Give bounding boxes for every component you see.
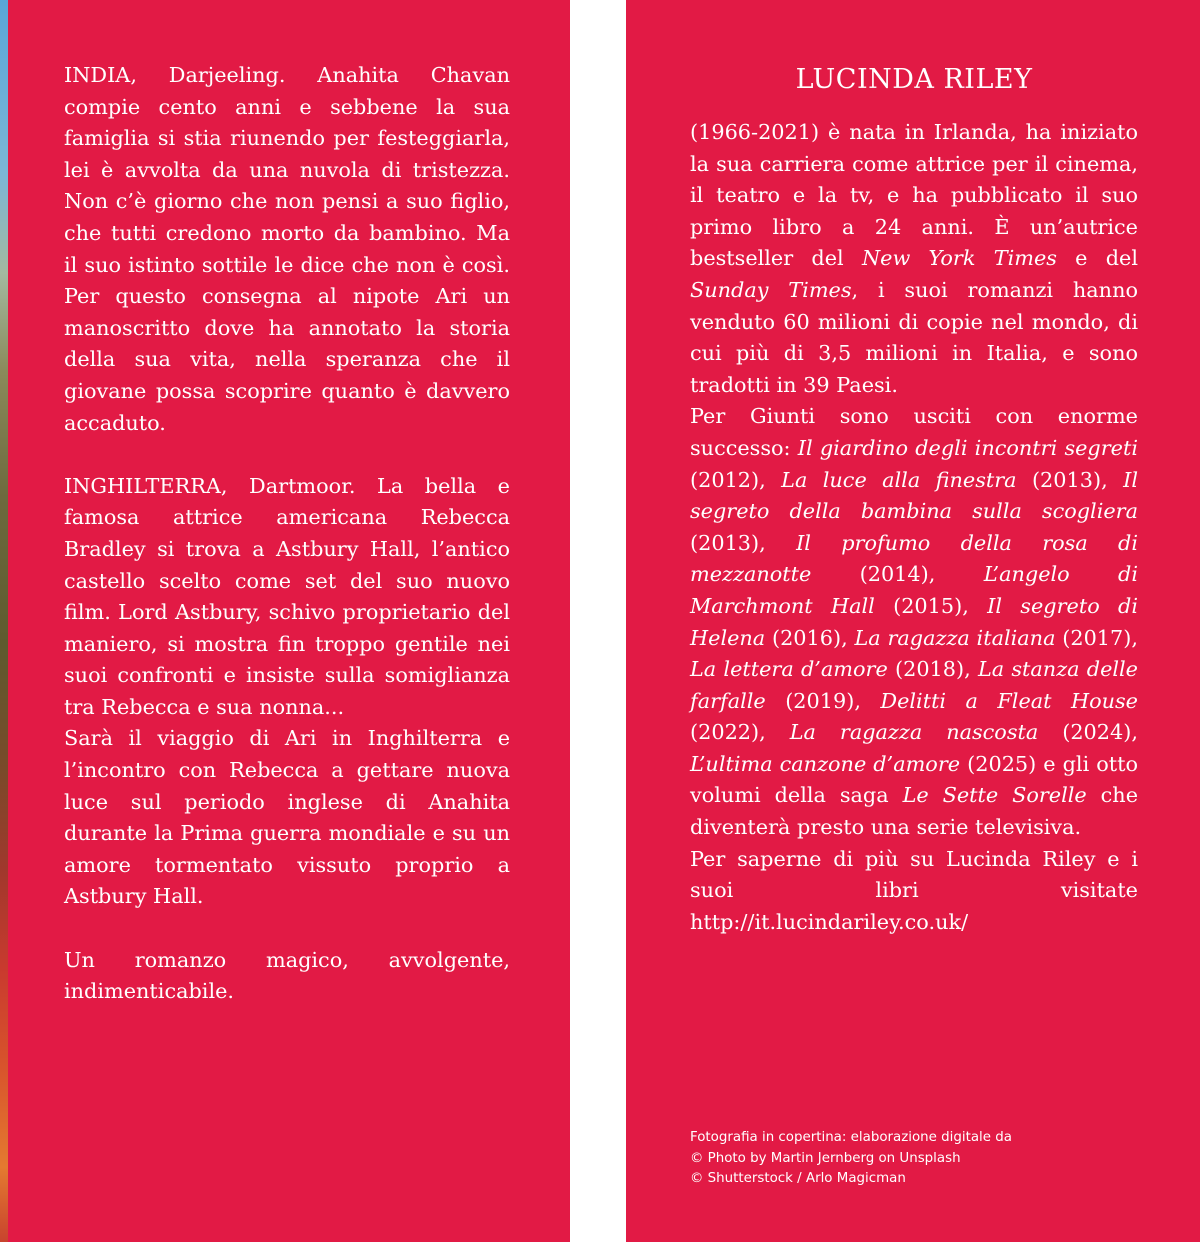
front-flap bbox=[8, 0, 570, 1242]
cover-image-edge bbox=[0, 0, 8, 1242]
synopsis-paragraph-inghilterra: INGHILTERRA, Dartmoor. La bella e famosa attrice americana Rebecca Bradley si trova a Astbury Hall, l’antico castello scelto come set del suo nuovo film. Lord Astbury, schivo proprietario del maniero, si mostra fin troppo gentile nei suoi confronti e insiste sulla somiglianza tra Rebecca e sua nonna... bbox=[64, 473, 510, 719]
book-title: La ragazza nascosta bbox=[789, 720, 1039, 745]
book-title: Il profumo della rosa di mezzanotte bbox=[690, 530, 1138, 587]
saga-tail: che diventerà presto una serie televisiva. bbox=[690, 783, 1139, 840]
bio-text: e del bbox=[1056, 246, 1138, 271]
book-year: (2024), bbox=[1038, 720, 1138, 745]
paragraph-spacer bbox=[64, 439, 510, 471]
paragraph-spacer bbox=[64, 913, 510, 945]
book-year: (2012), bbox=[690, 467, 782, 492]
book-year: (2013), bbox=[1016, 467, 1124, 492]
book-title: L’angelo di Marchmont Hall bbox=[690, 562, 1138, 618]
book-title: La stanza delle farfalle bbox=[690, 657, 1138, 713]
credit-line: Fotografia in copertina: elaborazione digitale da bbox=[690, 1130, 1012, 1145]
author-biography bbox=[690, 117, 1138, 401]
flap-gap bbox=[570, 0, 626, 1242]
credit-line: © Shutterstock / Arlo Magicman bbox=[690, 1171, 906, 1186]
book-title: Il segreto di Helena bbox=[690, 593, 1138, 650]
book-year: (2025) e gli otto volumi della saga bbox=[690, 751, 1139, 808]
website-line: Per saperne di più su Lucinda Riley e i suoi libri visitate http://it.lucindariley.co.uk/ bbox=[690, 846, 1138, 934]
book-title: Delitti a Fleat House bbox=[880, 688, 1138, 713]
synopsis-paragraph-india: INDIA, Darjeeling. Anahita Chavan compie cento anni e sebbene la sua famiglia si stia riunendo per festeggiarla, lei è avvolta da una nuvola di tristezza. Non c’è giorno che non pensi a suo figlio, che tutti credono morto da bambino. Ma il suo istinto sottile le dice che non è così. Per questo consegna al nipote Ari un manoscritto dove ha annotato la storia della sua vita, nella speranza che il giovane possa scoprire quanto è davvero accaduto. bbox=[64, 63, 510, 435]
credit-line: © Photo by Martin Jernberg on Unsplash bbox=[690, 1150, 961, 1166]
bio-text: , i suoi romanzi hanno venduto 60 milioni di copie nel mondo, di cui più di 3,5 milioni in Italia, e sono tradotti in 39 Paesi. bbox=[690, 277, 1138, 397]
book-year: (2019), bbox=[765, 688, 881, 713]
author-name: LUCINDA RILEY bbox=[795, 64, 1033, 95]
book-title: Il segreto della bambina sulla scogliera bbox=[690, 467, 1138, 524]
book-title: La lettera d’amore bbox=[690, 657, 888, 682]
bio-nyt: New York Times bbox=[861, 246, 1057, 271]
book-year: (2016), bbox=[765, 625, 855, 650]
bibliography bbox=[690, 401, 1138, 843]
book-year: (2017), bbox=[1055, 625, 1138, 650]
book-year: (2022), bbox=[690, 720, 790, 745]
books-intro: Per Giunti sono usciti con enorme successo: bbox=[690, 404, 1138, 460]
synopsis-tagline: Un romanzo magico, avvolgente, indimenticabile. bbox=[64, 947, 510, 1004]
book-title: Il giardino degli incontri segreti bbox=[797, 435, 1139, 460]
book-year: (2018), bbox=[887, 657, 978, 682]
photo-credits bbox=[690, 1128, 1012, 1190]
bio-text: (1966-2021) è nata in Irlanda, ha iniziato la sua carriera come attrice per il cinema, il teatro e la tv, e ha pubblicato il suo primo libro a 24 anni. È un’autrice bestseller del bbox=[690, 120, 1138, 271]
synopsis-paragraph-ari: Sarà il viaggio di Ari in Inghilterra e l’incontro con Rebecca a gettare nuova luce sul periodo inglese di Anahita durante la Prima guerra mondiale e su un amore tormentato vissuto proprio a Astbury Hall. bbox=[64, 726, 510, 909]
saga-title: Le Sette Sorelle bbox=[902, 783, 1087, 808]
bio-sunday-times: Sunday Times bbox=[690, 277, 852, 302]
book-title: La ragazza italiana bbox=[854, 625, 1056, 650]
book-title: L’ultima canzone d’amore bbox=[690, 751, 961, 776]
book-year: (2014), bbox=[811, 562, 984, 587]
book-title: La luce alla finestra bbox=[781, 467, 1017, 492]
back-flap bbox=[626, 0, 1200, 1242]
book-year: (2013), bbox=[690, 530, 797, 555]
book-year: (2015), bbox=[874, 593, 988, 618]
